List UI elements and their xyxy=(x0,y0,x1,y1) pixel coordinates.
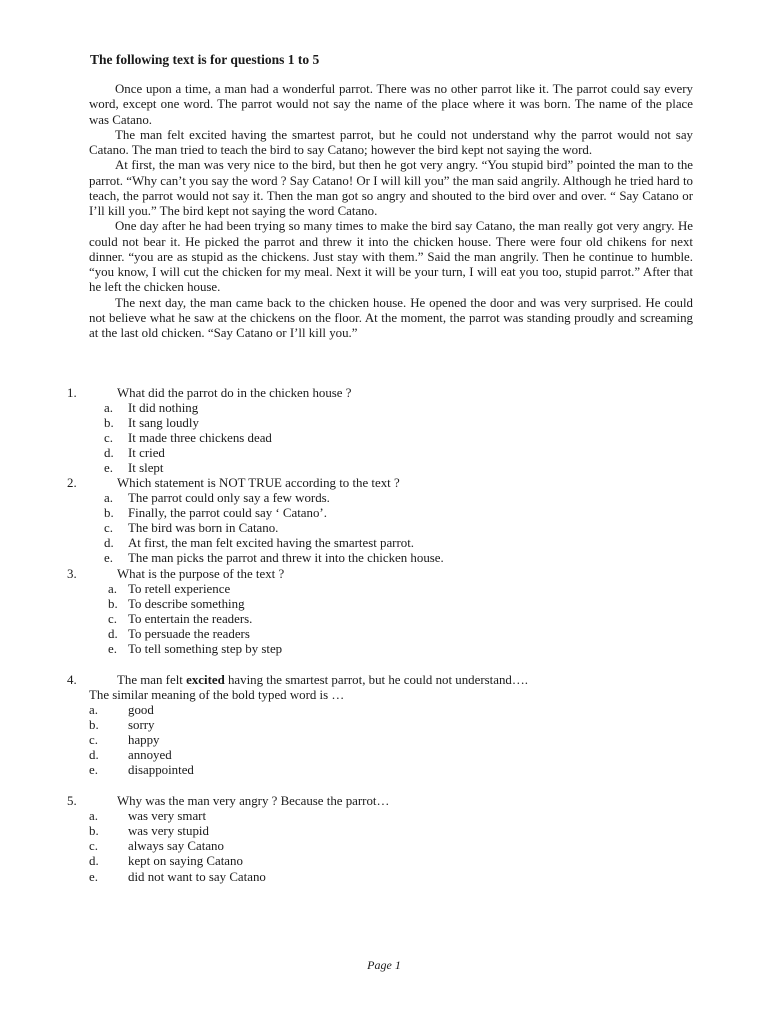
option-text: was very stupid xyxy=(128,824,209,838)
option-letter: c. xyxy=(108,612,117,626)
option-letter: d. xyxy=(89,748,99,762)
option-text: was very smart xyxy=(128,809,207,823)
option-text: To describe something xyxy=(128,597,245,611)
option-letter: b. xyxy=(89,824,99,838)
option-letter: a. xyxy=(104,401,113,415)
option-text: To entertain the readers. xyxy=(128,612,253,626)
option-text: It made three chickens dead xyxy=(128,431,272,445)
option-letter: e. xyxy=(104,461,113,475)
page-number: Page 1 xyxy=(367,958,401,972)
section-heading: The following text is for questions 1 to 5 xyxy=(90,52,320,67)
option-letter: a. xyxy=(89,703,98,717)
option-text: It did nothing xyxy=(128,401,199,415)
option-letter: e. xyxy=(104,551,113,565)
option-letter: c. xyxy=(104,521,113,535)
question-text: What did the parrot do in the chicken house ? xyxy=(117,386,352,400)
question-number: 5. xyxy=(67,794,77,808)
option-text: Finally, the parrot could say ‘ Catano’. xyxy=(128,506,327,520)
option-letter: a. xyxy=(104,491,113,505)
option-letter: b. xyxy=(104,416,114,430)
option-text: annoyed xyxy=(128,748,172,762)
option-letter: d. xyxy=(89,854,99,868)
option-text: did not want to say Catano xyxy=(128,870,266,884)
option-text: At first, the man felt excited having the smartest parrot. xyxy=(128,536,415,550)
option-letter: b. xyxy=(89,718,99,732)
option-text: kept on saying Catano xyxy=(128,854,243,868)
question-number: 2. xyxy=(67,476,77,490)
option-text: disappointed xyxy=(128,763,194,777)
reading-passage xyxy=(89,82,693,341)
question-text: What is the purpose of the text ? xyxy=(117,567,285,581)
option-text: It cried xyxy=(128,446,165,460)
option-text: It sang loudly xyxy=(128,416,199,430)
option-text: The man picks the parrot and threw it into the chicken house. xyxy=(128,551,444,565)
option-letter: b. xyxy=(104,506,114,520)
option-text: good xyxy=(128,703,154,717)
option-text: It slept xyxy=(128,461,164,475)
option-letter: d. xyxy=(104,536,114,550)
option-text: To persuade the readers xyxy=(128,627,250,641)
option-text: sorry xyxy=(128,718,155,732)
option-letter: e. xyxy=(89,870,98,884)
option-text: The parrot could only say a few words. xyxy=(128,491,330,505)
option-letter: a. xyxy=(108,582,117,596)
passage-paragraph: At first, the man was very nice to the bird, but then he got very angry. “You stupid bird” pointed the man to the parrot. “Why can’t you say the word ? Say Catano! Or I will kill you” the man said angrily. Although he tried hard to teach, the parrot would not say it. Then the man got so angry and shouted to the bird over and over. “ Say Catano or I’ll kill you.” The bird kept not saying the word Catano. xyxy=(89,158,693,218)
option-letter: b. xyxy=(108,597,118,611)
passage-paragraph: The man felt excited having the smartest parrot, but he could not understand why the parrot would not say Catano. The man tried to teach the bird to say Catano; however the bird kept not saying the word. xyxy=(89,127,693,157)
question-text xyxy=(117,673,528,688)
option-letter: c. xyxy=(89,839,98,853)
option-text: To tell something step by step xyxy=(128,642,283,656)
question-text: Which statement is NOT TRUE according to the text ? xyxy=(117,476,400,490)
passage-paragraph: One day after he had been trying so many times to make the bird say Catano, the man really got very angry. He could not bear it. He picked the parrot and threw it into the chicken house. There were four old chikens for next dinner. “you are as stupid as the chickens. Just stay with them.” Said the man angrily. Then he continue to humble. “you know, I will cut the chicken for my meal. Next it will be your turn, I will eat you too, stupid parrot.” After that he left the chicken house. xyxy=(89,219,693,295)
option-letter: c. xyxy=(89,733,98,747)
passage-paragraph: The next day, the man came back to the chicken house. He opened the door and was very surprised. He could not believe what he saw at the chickens on the floor. At the moment, the parrot was standing proudly and screaming at the last old chicken. “Say Catano or I’ll kill you.” xyxy=(89,295,693,340)
question-text-before: The man felt xyxy=(117,673,187,687)
option-letter: a. xyxy=(89,809,98,823)
question-text: Why was the man very angry ? Because the parrot… xyxy=(117,794,390,808)
option-letter: e. xyxy=(89,763,98,777)
option-letter: d. xyxy=(108,627,118,641)
option-text: To retell experience xyxy=(128,582,231,596)
option-text: The bird was born in Catano. xyxy=(128,521,279,535)
option-letter: c. xyxy=(104,431,113,445)
question-number: 4. xyxy=(67,673,77,687)
option-text: always say Catano xyxy=(128,839,224,853)
passage-paragraph: Once upon a time, a man had a wonderful parrot. There was no other parrot like it. The parrot could say every word, except one word. The parrot would not say the name of the place where it was born. The name of the place was Catano. xyxy=(89,82,693,127)
option-letter: e. xyxy=(108,642,117,656)
question-subtext: The similar meaning of the bold typed word is … xyxy=(89,688,345,702)
bold-word: excited xyxy=(186,673,225,687)
option-text: happy xyxy=(128,733,160,747)
question-text-after: having the smartest parrot, but he could not understand…. xyxy=(224,673,528,687)
question-number: 1. xyxy=(67,386,77,400)
question-number: 3. xyxy=(67,567,77,581)
option-letter: d. xyxy=(104,446,114,460)
